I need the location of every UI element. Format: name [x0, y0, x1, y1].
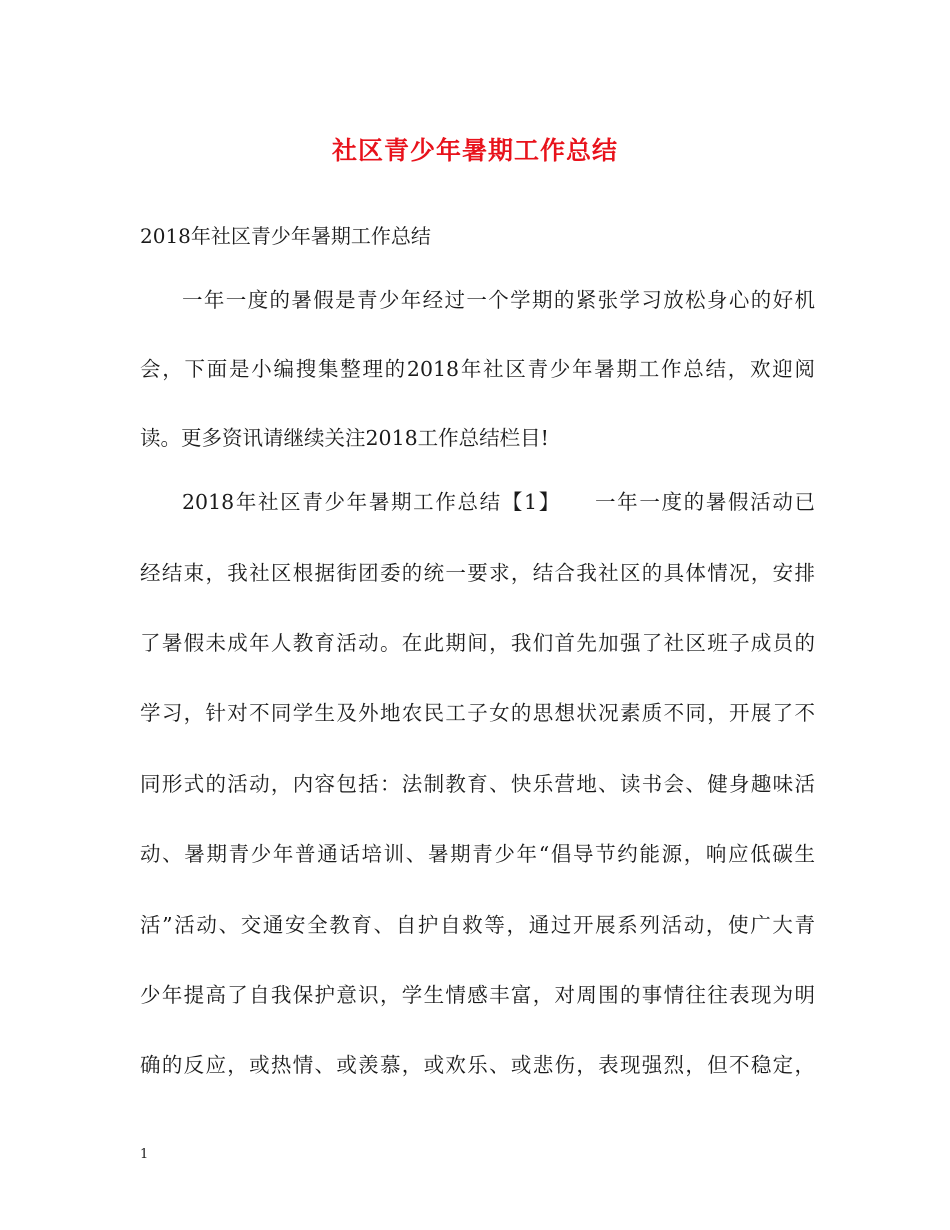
paragraph-line: 会，下面是小编搜集整理的2018年社区青少年暑期工作总结，欢迎阅: [140, 357, 815, 381]
page-number: 1: [140, 1147, 149, 1162]
paragraph-line: 动、暑期青少年普通话培训、暑期青少年“倡导节约能源，响应低碳生: [140, 842, 815, 866]
paragraph-line: 确的反应，或热情、或羡慕，或欢乐、或悲伤，表现强烈，但不稳定，: [140, 1053, 815, 1077]
paragraph-line: 同形式的活动，内容包括：法制教育、快乐营地、读书会、健身趣味活: [140, 772, 815, 796]
paragraph-line: 了暑假未成年人教育活动。在此期间，我们首先加强了社区班子成员的: [140, 631, 815, 655]
paragraph-line: 读。更多资讯请继续关注2018工作总结栏目!: [140, 426, 549, 450]
page-title: 社区青少年暑期工作总结: [331, 136, 618, 165]
subtitle: 2018年社区青少年暑期工作总结: [140, 224, 431, 248]
paragraph-line: 学习，针对不同学生及外地农民工子女的思想状况素质不同，开展了不: [140, 701, 815, 725]
paragraph-line: 一年一度的暑假是青少年经过一个学期的紧张学习放松身心的好机: [182, 288, 815, 312]
paragraph-line: 活”活动、交通安全教育、自护自救等，通过开展系列活动，使广大青: [140, 913, 815, 937]
paragraph-line: 经结束，我社区根据街团委的统一要求，结合我社区的具体情况，安排: [140, 561, 815, 585]
paragraph-line: 2018年社区青少年暑期工作总结【1】 一年一度的暑假活动已: [182, 490, 815, 514]
paragraph-line: 少年提高了自我保护意识，学生情感丰富，对周围的事情往往表现为明: [140, 983, 815, 1007]
